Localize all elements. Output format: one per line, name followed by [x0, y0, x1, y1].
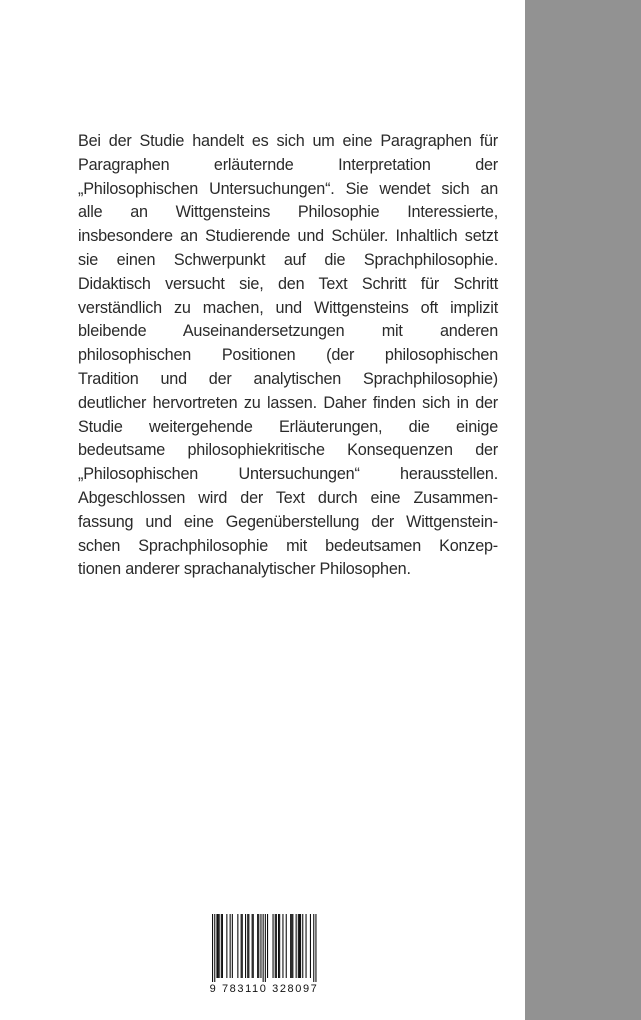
blurb-line: Didaktisch versucht sie, den Text Schritt für Schritt	[78, 274, 498, 293]
blurb-line: fassung und eine Gegenüberstellung der Wittgenstein-	[78, 512, 498, 531]
barcode-bar	[300, 914, 301, 978]
barcode-bar	[212, 914, 213, 982]
blurb-line: Studie weitergehende Erläuterungen, die einige	[78, 417, 498, 436]
blurb-line: bedeutsame philosophiekritische Konsequenzen der	[78, 441, 498, 460]
blurb-line: Tradition und der analytischen Sprachphilosophie)	[78, 369, 498, 388]
barcode-bar	[232, 914, 233, 978]
barcode-bar	[298, 914, 299, 978]
barcode-bar	[279, 914, 280, 978]
blurb-line: bleibende Auseinandersetzungen mit anderen	[78, 322, 498, 341]
barcode-bar	[219, 914, 220, 978]
barcode-bar	[237, 914, 238, 978]
blurb-line: „Philosophischen Untersuchungen“. Sie wendet sich an	[78, 179, 498, 198]
barcode-bar	[299, 914, 300, 978]
barcode-bar	[310, 914, 311, 978]
barcode-bar	[230, 914, 231, 978]
barcode-bar	[313, 914, 314, 982]
back-cover-blurb	[78, 130, 498, 582]
barcode-bar	[245, 914, 246, 978]
blurb-line: Paragraphen erläuternde Interpretation der	[78, 155, 498, 174]
blurb-line: sie einen Schwerpunkt auf die Sprachphilosophie.	[78, 250, 498, 269]
isbn-number: 9 783110 328097	[209, 983, 319, 995]
blurb-line: schen Sprachphilosophie mit bedeutsamen Konzep-	[78, 536, 498, 555]
barcode-bar	[296, 914, 297, 978]
blurb-line: deutlicher hervortreten zu lassen. Daher finden sich in der	[78, 393, 498, 412]
blurb-line: „Philosophischen Untersuchungen“ herausstellen.	[78, 465, 498, 484]
barcode-bar	[267, 914, 268, 978]
blurb-line: insbesondere an Studierende und Schüler. Inhaltlich setzt	[78, 227, 498, 246]
barcode-bar	[306, 914, 307, 978]
blurb-line: alle an Wittgensteins Philosophie Interessierte,	[78, 203, 498, 222]
barcode-bar	[258, 914, 259, 978]
barcode-bar	[257, 914, 258, 978]
barcode-bar	[275, 914, 276, 978]
blurb-line: tionen anderer sprachanalytischer Philosophen.	[78, 560, 411, 579]
barcode-bar	[290, 914, 291, 978]
barcode-bar	[265, 914, 266, 982]
barcode-bar	[273, 914, 274, 978]
barcode-bar	[218, 914, 219, 978]
barcode-bar	[260, 914, 261, 978]
barcode-bar	[226, 914, 227, 978]
blurb-line: philosophischen Positionen (der philosophischen	[78, 346, 498, 365]
barcode-bar	[286, 914, 287, 978]
barcode-bar	[216, 914, 217, 978]
barcode-bar	[291, 914, 292, 978]
barcode-bar	[315, 914, 316, 982]
book-spine	[525, 0, 641, 1020]
barcode-bars	[206, 912, 322, 984]
barcode-bar	[282, 914, 283, 978]
barcode-bar	[221, 914, 222, 978]
barcode-bar	[253, 914, 254, 978]
blurb-line: Bei der Studie handelt es sich um eine Paragraphen für	[78, 132, 498, 150]
barcode-bar	[214, 914, 215, 982]
blurb-line: verständlich zu machen, und Wittgensteins oft implizit	[78, 298, 498, 317]
barcode-bar	[278, 914, 279, 978]
barcode-bar	[252, 914, 253, 978]
barcode-bar	[276, 914, 277, 978]
barcode-bar	[222, 914, 223, 978]
barcode-bar	[263, 914, 264, 982]
isbn-barcode	[206, 912, 322, 1002]
barcode-bar	[241, 914, 242, 978]
barcode-bar	[292, 914, 293, 978]
barcode-bar	[242, 914, 243, 978]
barcode-bar	[302, 914, 303, 978]
barcode-bar	[248, 914, 249, 978]
barcode-bar	[247, 914, 248, 978]
blurb-line: Abgeschlossen wird der Text durch eine Zusammen-	[78, 488, 498, 507]
